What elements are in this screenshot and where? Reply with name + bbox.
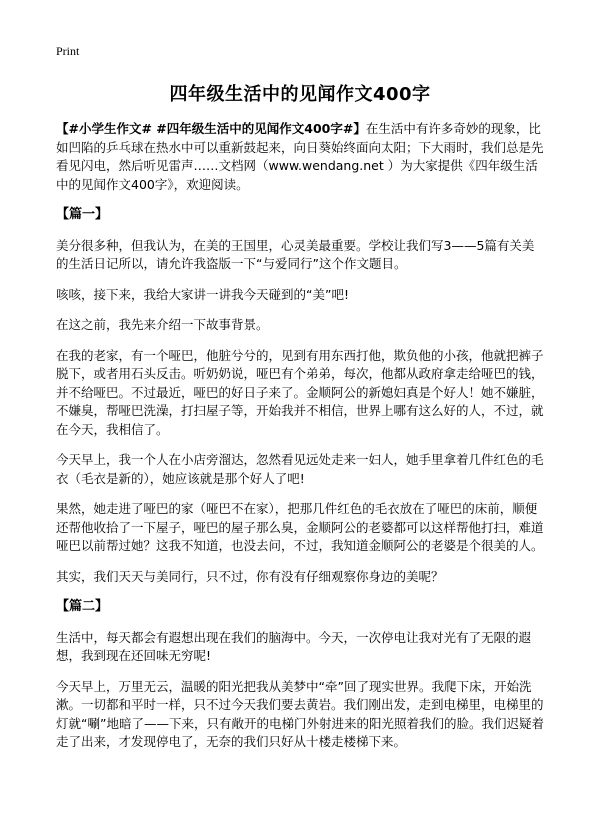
intro-paragraph: [56, 120, 546, 194]
paragraph: 今天早上，我一个人在小店旁溜达，忽然看见远处走来一妇人，她手里拿着几件红色的毛衣（毛衣是新的），她应该就是那个好人了吧!: [56, 452, 544, 486]
page-title: 四年级生活中的见闻作文400字: [169, 84, 431, 105]
section-heading-1: 【篇一】: [56, 207, 109, 222]
paragraph: 果然，她走进了哑巴的家（哑巴不在家），把那几件红色的毛衣放在了哑巴的床前，顺便还帮他收拾了一下屋子，哑巴的屋子那么臭，金顺阿公的老婆都可以这样帮他打扫，难道哑巴以前帮过她？这我不知道，也没去问，不过，我知道金顺阿公的老婆是个很美的人。: [56, 501, 544, 553]
paragraph: 咳咳，接下来，我给大家讲一讲我今天碰到的“美”吧!: [56, 286, 349, 302]
paragraph: 在这之前，我先来介绍一下故事背景。: [56, 317, 269, 332]
paragraph: 生活中，每天都会有遐想出现在我们的脑海中。今天，一次停电让我对光有了无限的遐想，我到现在还回味无穷呢!: [56, 629, 532, 663]
paragraph: 在我的老家，有一个哑巴，他脏兮兮的，见到有用东西打他，欺负他的小孩，他就把裤子脱下，或者用石头反击。听奶奶说，哑巴有个弟弟，每次，他都从政府拿走给哑巴的钱，并不给哑巴。不过最近，哑巴的好日子来了。金顺阿公的新媳妇真是个好人！她不嫌脏，不嫌臭，帮哑巴洗澡，打扫屋子等，开始我并不相信，世界上哪有这么好的人，不过，就在今天，我相信了。: [56, 347, 544, 437]
article-body: [56, 120, 546, 764]
paragraph: 其实，我们天天与美同行，只不过，你有没有仔细观察你身边的美呢？: [56, 568, 444, 584]
paragraph: 今天早上，万里无云，温暖的阳光把我从美梦中“牵”回了现实世界。我爬下床，开始洗漱。一切都和平时一样，只不过今天我们要去黄岩。我们刚出发，走到电梯里，电梯里的灯就“唰”地暗了——下来，只有敞开的电梯门外射进来的阳光照着我们的脸。我们迟疑着走了出来，才发现停电了，无奈的我们只好从十楼走楼梯下来。: [56, 678, 544, 749]
paragraph: 美分很多种，但我认为，在美的王国里，心灵美最重要。学校让我们写3——5篇有关美的生活日记所以，请允许我盗版一下“与爱同行”这个作文题目。: [56, 237, 535, 271]
section-heading-2: 【篇二】: [56, 599, 109, 614]
print-link[interactable]: Print: [56, 44, 80, 58]
intro-tag: 【#小学生作文# #四年级生活中的见闻作文400字#】: [56, 121, 366, 136]
intro-text: 在生活中有许多奇妙的现象，比如凹陷的乒乓球在热水中可以重新鼓起来，向日葵始终面向太阳；下大雨时，我们总是先看见闪电，然后听见雷声……文档网（www.wendang.net ）为大家提供《四年级生活中的见闻作文400字》，欢迎阅读。: [56, 121, 544, 192]
